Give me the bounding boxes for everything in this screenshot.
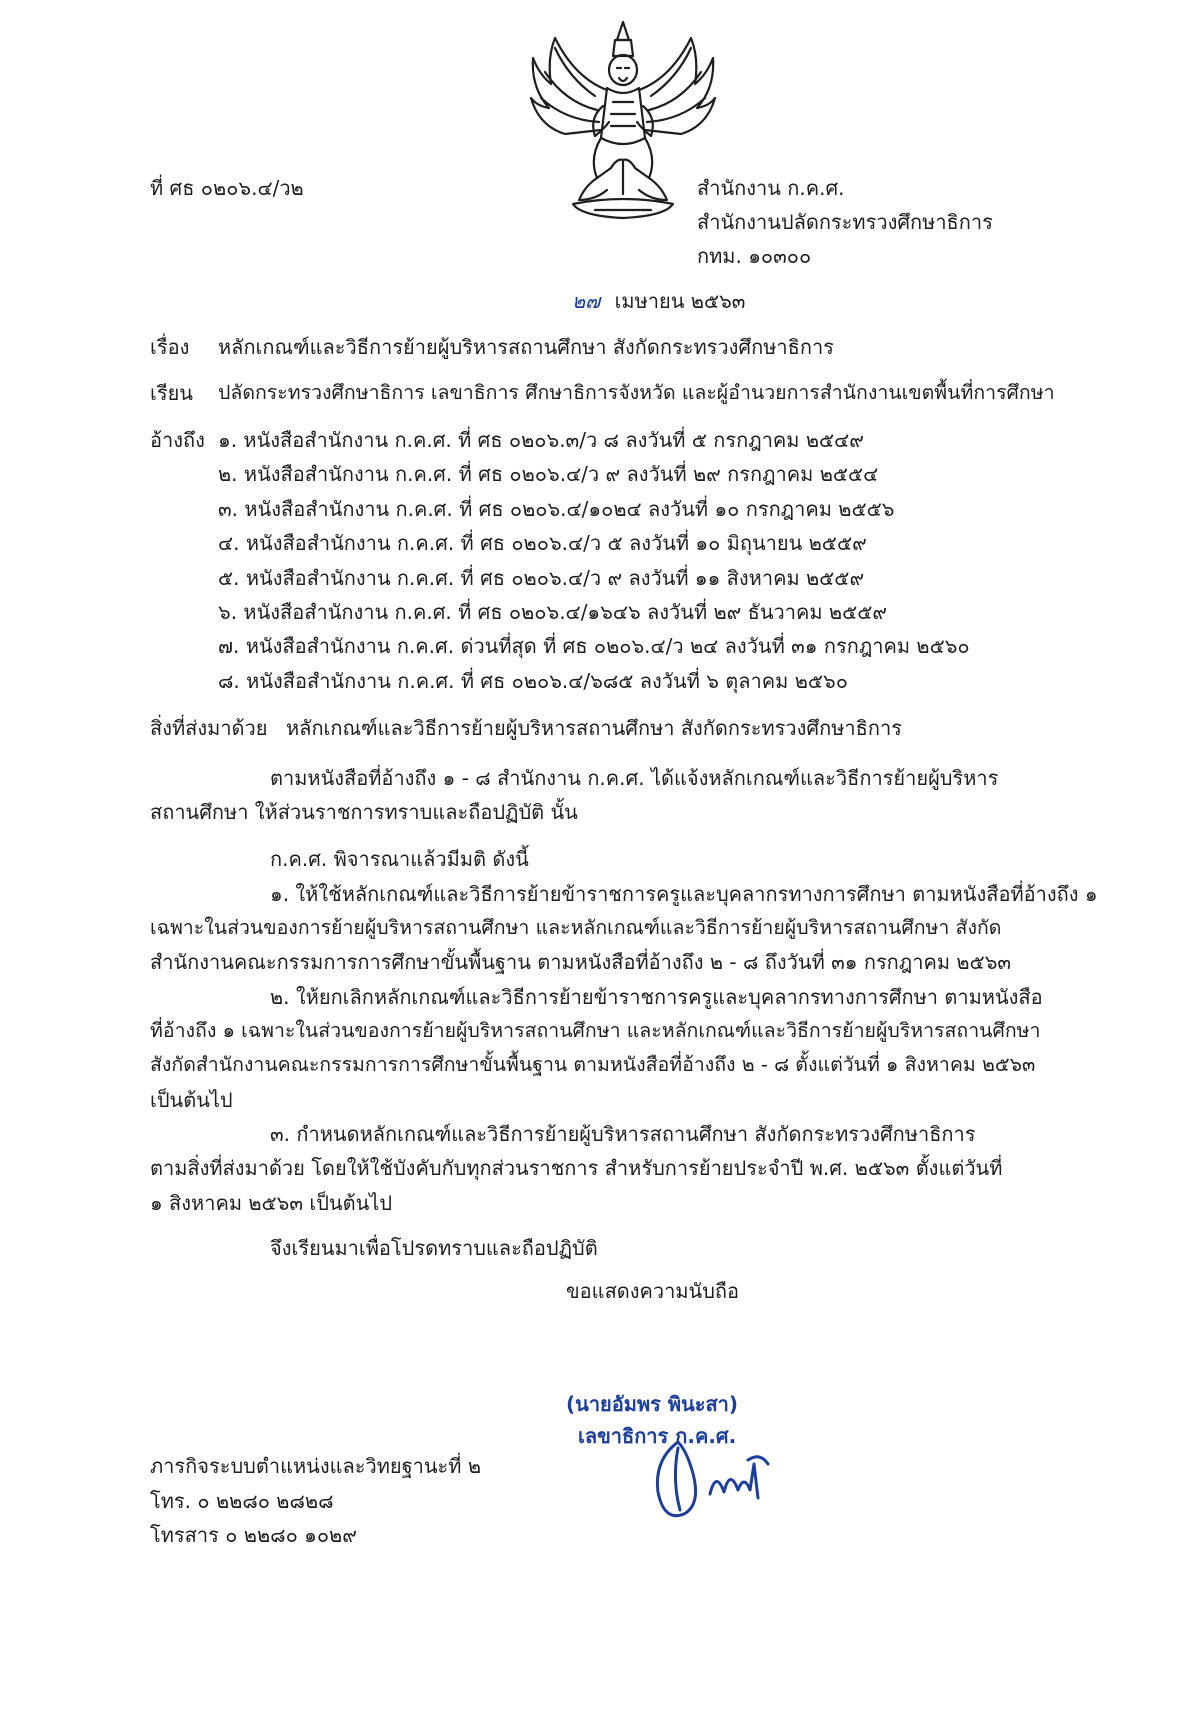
signatory-name: (นายอัมพร พินะสา) <box>566 1392 739 1416</box>
to-label: เรียน <box>150 381 193 405</box>
reference-item: ๗. หนังสือสำนักงาน ก.ค.ศ. ด่วนที่สุด ที่ ศธ ๐๒๐๖.๔/ว ๒๔ ลงวันที่ ๓๑ กรกฎาคม ๒๕๖๐ <box>218 634 970 658</box>
footer-phone: โทร. ๐ ๒๒๘๐ ๒๘๒๘ <box>150 1489 334 1513</box>
subject-text: หลักเกณฑ์และวิธีการย้ายผู้บริหารสถานศึกษา สังกัดกระทรวงศึกษาธิการ <box>218 335 834 359</box>
resolution-1-line: สำนักงานคณะกรรมการการศึกษาขั้นพื้นฐาน ตามหนังสือที่อ้างถึง ๒ - ๘ ถึงวันที่ ๓๑ กรกฎาคม ๒๕๖๓ <box>150 950 1012 974</box>
office-parent: สำนักงานปลัดกระทรวงศึกษาธิการ <box>697 210 993 234</box>
reference-item: ๔. หนังสือสำนักงาน ก.ค.ศ. ที่ ศธ ๐๒๐๖.๔/ว ๕ ลงวันที่ ๑๐ มิถุนายน ๒๕๕๙ <box>218 531 867 555</box>
body-paragraph-1-line: สถานศึกษา ให้ส่วนราชการทราบและถือปฏิบัติ นั้น <box>150 800 578 824</box>
resolution-1-line: ๑. ให้ใช้หลักเกณฑ์และวิธีการย้ายข้าราชการครูและบุคลากรทางการศึกษา ตามหนังสือที่อ้างถึง ๑ <box>270 882 1098 906</box>
signatory-position: เลขาธิการ ก.ค.ศ. <box>578 1424 737 1448</box>
resolution-1-line: เฉพาะในส่วนของการย้ายผู้บริหารสถานศึกษา และหลักเกณฑ์และวิธีการย้ายผู้บริหารสถานศึกษา สังกัด <box>150 916 1002 939</box>
regards-text: ขอแสดงความนับถือ <box>566 1279 740 1303</box>
garuda-emblem <box>525 18 721 228</box>
reference-item: ๑. หนังสือสำนักงาน ก.ค.ศ. ที่ ศธ ๐๒๐๖.๓/ว ๘ ลงวันที่ ๕ กรกฎาคม ๒๕๔๙ <box>218 428 864 452</box>
to-text: ปลัดกระทรวงศึกษาธิการ เลขาธิการ ศึกษาธิการจังหวัด และผู้อำนวยการสำนักงานเขตพื้นที่การศึกษา <box>218 381 1055 404</box>
reference-item: ๒. หนังสือสำนักงาน ก.ค.ศ. ที่ ศธ ๐๒๐๖.๔/ว ๙ ลงวันที่ ๒๙ กรกฎาคม ๒๕๕๔ <box>218 462 879 486</box>
reference-item: ๖. หนังสือสำนักงาน ก.ค.ศ. ที่ ศธ ๐๒๐๖.๔/๑๖๔๖ ลงวันที่ ๒๙ ธันวาคม ๒๕๕๙ <box>218 600 888 624</box>
office-postcode: กทม. ๑๐๓๐๐ <box>697 244 812 268</box>
body-paragraph-1-line: ตามหนังสือที่อ้างถึง ๑ - ๘ สำนักงาน ก.ค.ศ. ได้แจ้งหลักเกณฑ์และวิธีการย้ายผู้บริหาร <box>270 766 999 790</box>
letter-date <box>572 285 745 317</box>
resolution-3-line: ๑ สิงหาคม ๒๕๖๓ เป็นต้นไป <box>150 1191 393 1215</box>
references-label: อ้างถึง <box>150 428 205 452</box>
closing-text: จึงเรียนมาเพื่อโปรดทราบและถือปฏิบัติ <box>270 1236 598 1260</box>
reference-item: ๕. หนังสือสำนักงาน ก.ค.ศ. ที่ ศธ ๐๒๐๖.๔/ว ๙ ลงวันที่ ๑๑ สิงหาคม ๒๕๕๙ <box>218 566 865 590</box>
footer-department: ภารกิจระบบตำแหน่งและวิทยฐานะที่ ๒ <box>150 1454 482 1478</box>
date-day-handwritten: ๒๗ <box>572 289 601 313</box>
reference-item: ๓. หนังสือสำนักงาน ก.ค.ศ. ที่ ศธ ๐๒๐๖.๔/๑๐๒๔ ลงวันที่ ๑๐ กรกฎาคม ๒๕๕๖ <box>218 497 895 521</box>
date-month-year: เมษายน ๒๕๖๓ <box>614 289 746 313</box>
footer-fax: โทรสาร ๐ ๒๒๘๐ ๑๐๒๙ <box>150 1523 357 1547</box>
resolution-3-line: ๓. กำหนดหลักเกณฑ์และวิธีการย้ายผู้บริหารสถานศึกษา สังกัดกระทรวงศึกษาธิการ <box>270 1122 976 1146</box>
office-name: สำนักงาน ก.ค.ศ. <box>697 176 845 200</box>
resolution-2-line: สังกัดสำนักงานคณะกรรมการการศึกษาขั้นพื้นฐาน ตามหนังสือที่อ้างถึง ๒ - ๘ ตั้งแต่วันที่ ๑ สิงหาคม ๒๕๖๓ <box>150 1053 1036 1076</box>
resolution-2-line: ๒. ให้ยกเลิกหลักเกณฑ์และวิธีการย้ายข้าราชการครูและบุคลากรทางการศึกษา ตามหนังสือ <box>270 985 1043 1009</box>
reference-item: ๘. หนังสือสำนักงาน ก.ค.ศ. ที่ ศธ ๐๒๐๖.๔/๖๘๕ ลงวันที่ ๖ ตุลาคม ๒๕๖๐ <box>218 669 848 693</box>
resolution-3-line: ตามสิ่งที่ส่งมาด้วย โดยให้ใช้บังคับกับทุกส่วนราชการ สำหรับการย้ายประจำปี พ.ศ. ๒๕๖๓ ตั้งแต่วันที่ <box>150 1156 1003 1180</box>
resolution-2-line: ที่อ้างถึง ๑ เฉพาะในส่วนของการย้ายผู้บริหารสถานศึกษา และหลักเกณฑ์และวิธีการย้ายผู้บริหารสถานศึกษา <box>150 1019 1041 1042</box>
enclosure-label: สิ่งที่ส่งมาด้วย <box>150 716 268 740</box>
subject-label: เรื่อง <box>150 335 190 359</box>
body-paragraph-2: ก.ค.ศ. พิจารณาแล้วมีมติ ดังนี้ <box>270 847 529 871</box>
enclosure-text: หลักเกณฑ์และวิธีการย้ายผู้บริหารสถานศึกษา สังกัดกระทรวงศึกษาธิการ <box>286 716 902 740</box>
reference-number: ที่ ศธ ๐๒๐๖.๔/ว๒ <box>150 176 304 200</box>
resolution-2-line: เป็นต้นไป <box>150 1088 233 1112</box>
